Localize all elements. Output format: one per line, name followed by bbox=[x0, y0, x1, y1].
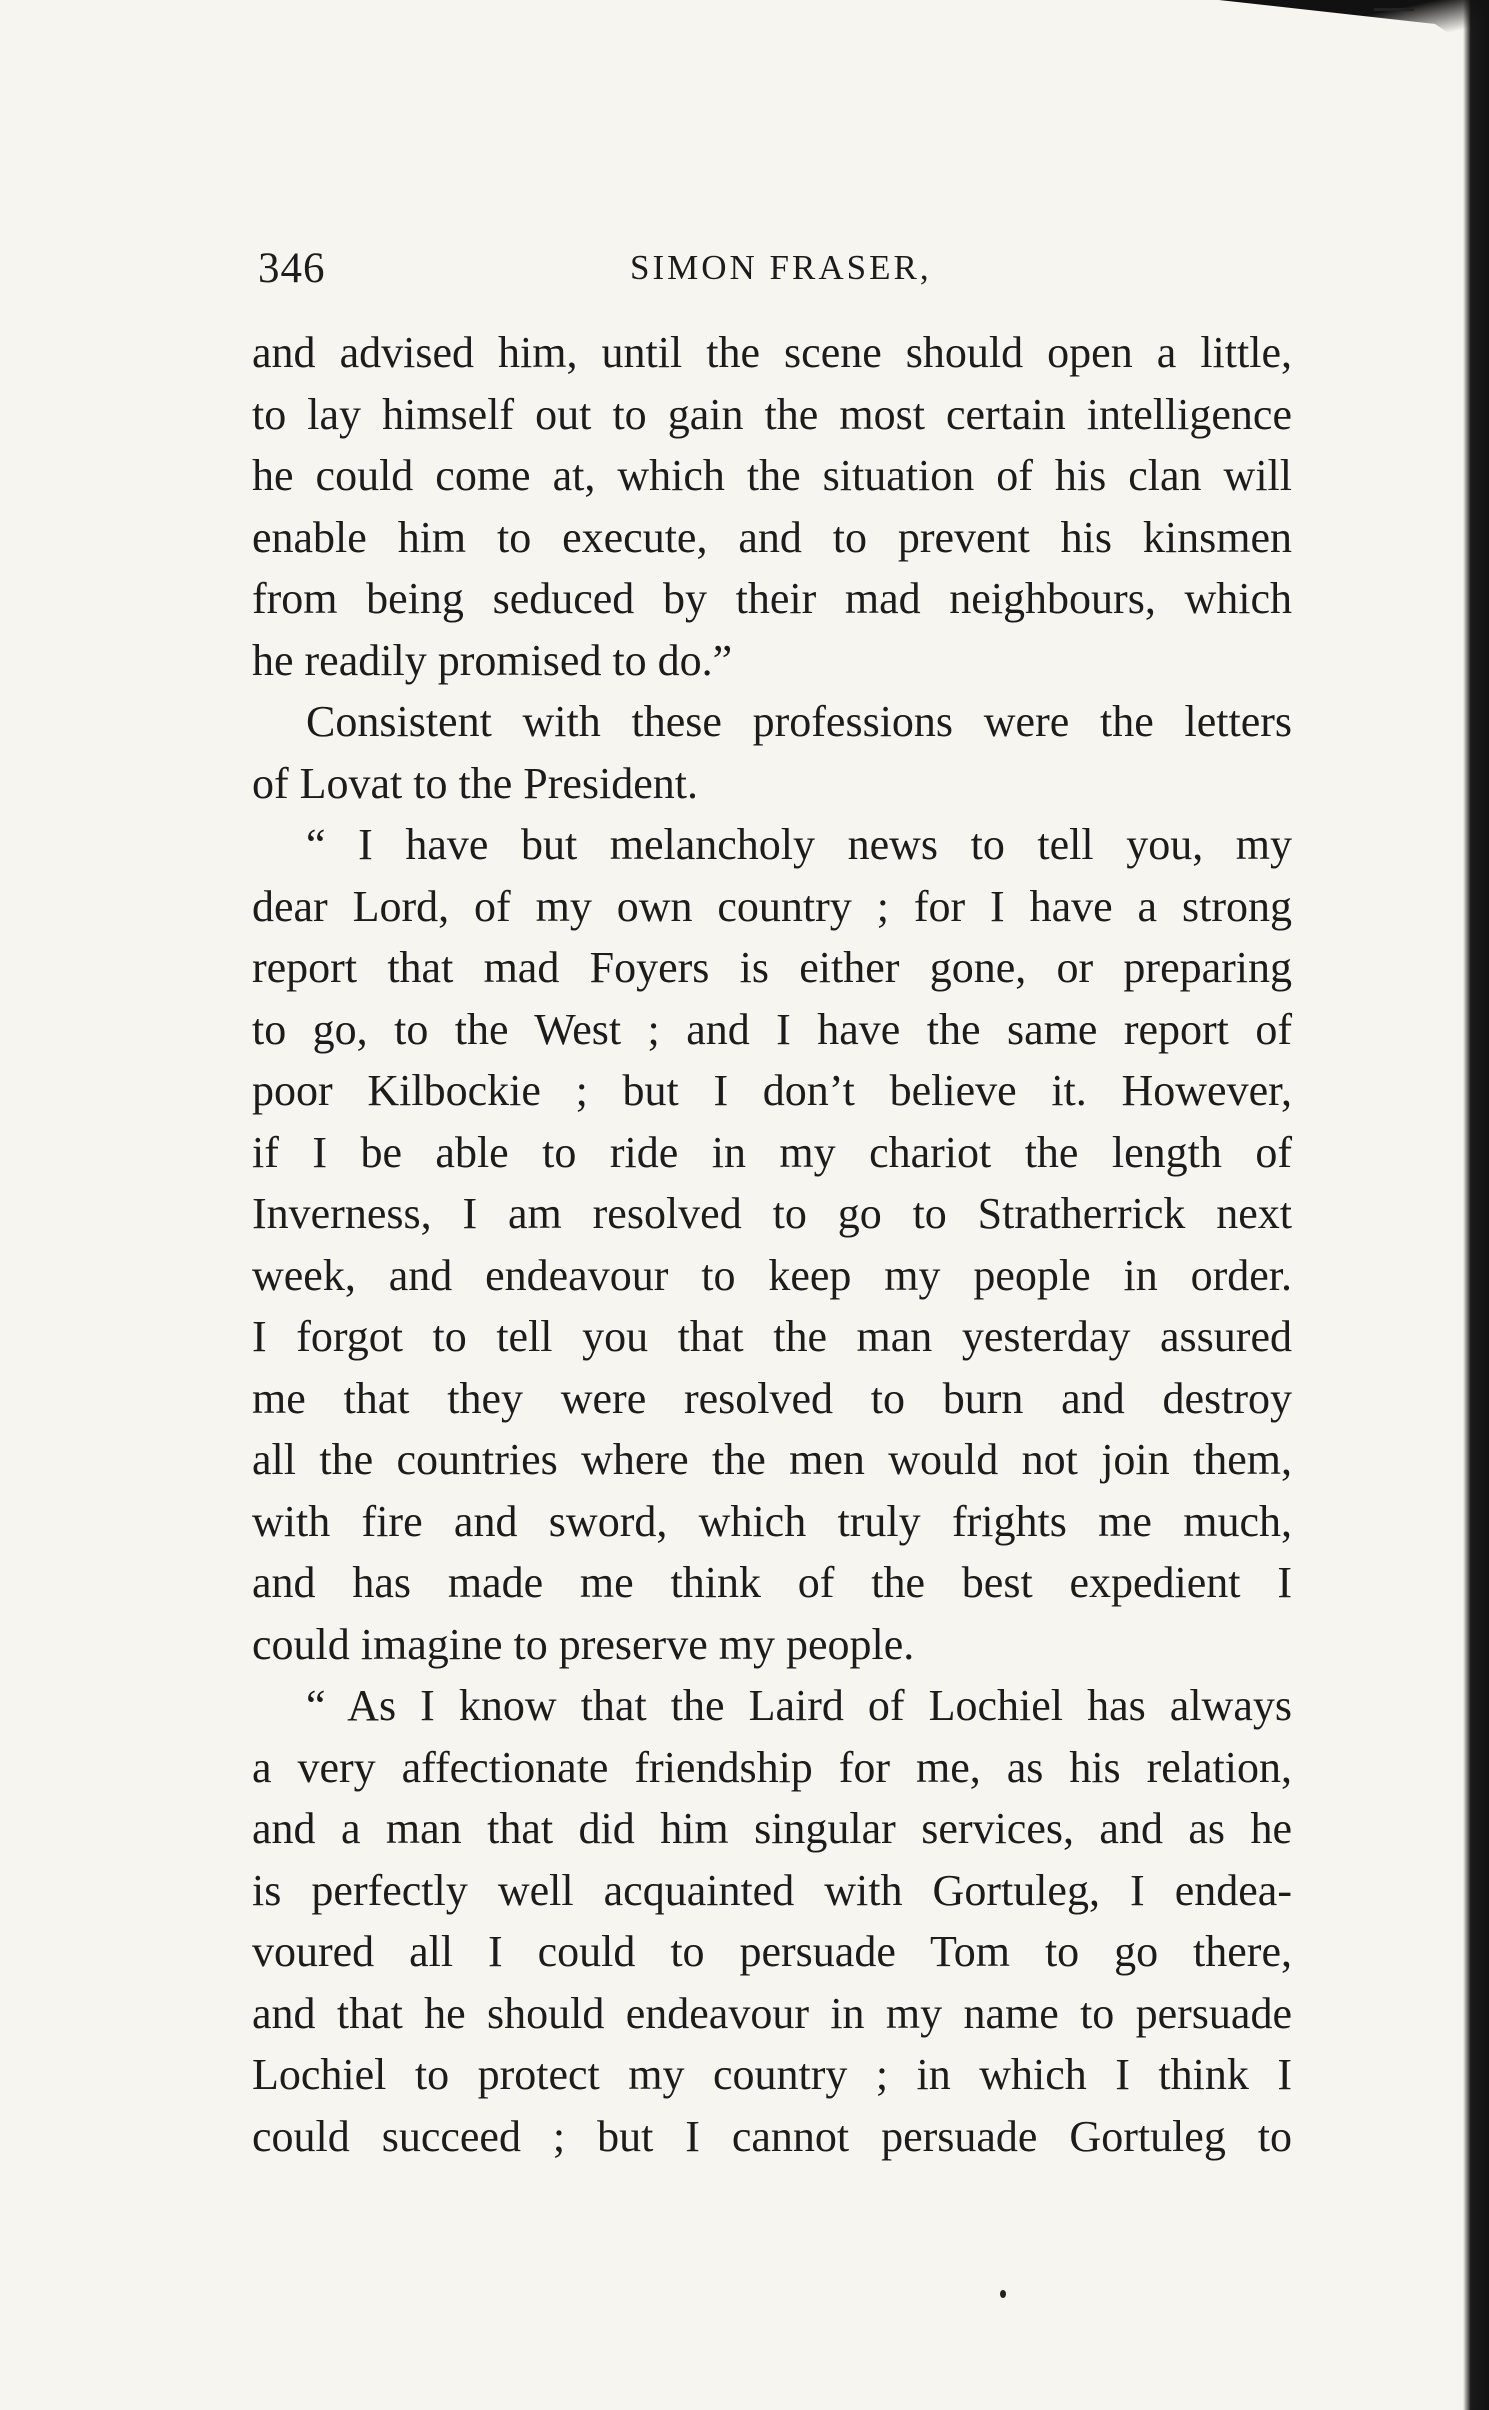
text-line: voured all I could to persuade Tom to go there, bbox=[252, 1927, 1292, 1976]
text-line: is perfectly well acquainted with Gortuleg, I endea- bbox=[252, 1865, 1292, 1915]
body-text bbox=[252, 322, 1292, 2167]
text-line: report that mad Foyers is either gone, or preparing bbox=[252, 943, 1292, 992]
text-line: he could come at, which the situation of his clan will bbox=[252, 451, 1292, 500]
text-line: Lochiel to protect my country ; in which I think I bbox=[252, 2050, 1292, 2099]
page-edge-shadow bbox=[1463, 0, 1489, 2410]
page-number: 346 bbox=[258, 245, 326, 292]
text-line: to lay himself out to gain the most certain intelligence bbox=[252, 389, 1292, 439]
edge-mark bbox=[1374, 8, 1414, 11]
text-line: me that they were resolved to burn and destroy bbox=[252, 1373, 1292, 1423]
text-line: “ I have but melancholy news to tell you, my bbox=[306, 820, 1292, 869]
text-line: all the countries where the men would not join them, bbox=[252, 1435, 1292, 1484]
running-title: SIMON FRASER, bbox=[630, 248, 932, 287]
text-line: if I be able to ride in my chariot the length of bbox=[252, 1127, 1292, 1177]
text-line: enable him to execute, and to prevent his kinsmen bbox=[252, 512, 1292, 562]
text-line: of Lovat to the President. bbox=[252, 758, 699, 808]
text-line: he readily promised to do.” bbox=[252, 635, 733, 685]
running-head bbox=[258, 244, 1298, 294]
text-line: a very affectionate friendship for me, as his relation, bbox=[252, 1742, 1292, 1792]
text-line: Consistent with these professions were the letters bbox=[306, 697, 1292, 746]
text-line: could imagine to preserve my people. bbox=[252, 1619, 915, 1669]
text-line: from being seduced by their mad neighbours, which bbox=[252, 574, 1292, 623]
text-line: week, and endeavour to keep my people in order. bbox=[252, 1250, 1292, 1300]
text-line: and has made me think of the best expedient I bbox=[252, 1558, 1292, 1607]
text-line: dear Lord, of my own country ; for I have a strong bbox=[252, 881, 1292, 931]
text-line: Inverness, I am resolved to go to Stratherrick next bbox=[252, 1189, 1292, 1238]
text-line: to go, to the West ; and I have the same report of bbox=[252, 1004, 1292, 1054]
ink-speck bbox=[1000, 2290, 1006, 2298]
text-line: and advised him, until the scene should open a little, bbox=[252, 328, 1292, 377]
text-line: “ As I know that the Laird of Lochiel has always bbox=[306, 1681, 1292, 1730]
text-line: with fire and sword, which truly frights me much, bbox=[252, 1496, 1292, 1546]
text-line: and that he should endeavour in my name to persuade bbox=[252, 1988, 1292, 2038]
page-corner-shadow bbox=[1219, 0, 1489, 60]
text-line: I forgot to tell you that the man yesterday assured bbox=[252, 1312, 1292, 1361]
text-line: and a man that did him singular services, and as he bbox=[252, 1804, 1292, 1853]
text-line: could succeed ; but I cannot persuade Gortuleg to bbox=[252, 2111, 1292, 2161]
text-line: poor Kilbockie ; but I don’t believe it. However, bbox=[252, 1066, 1292, 1115]
